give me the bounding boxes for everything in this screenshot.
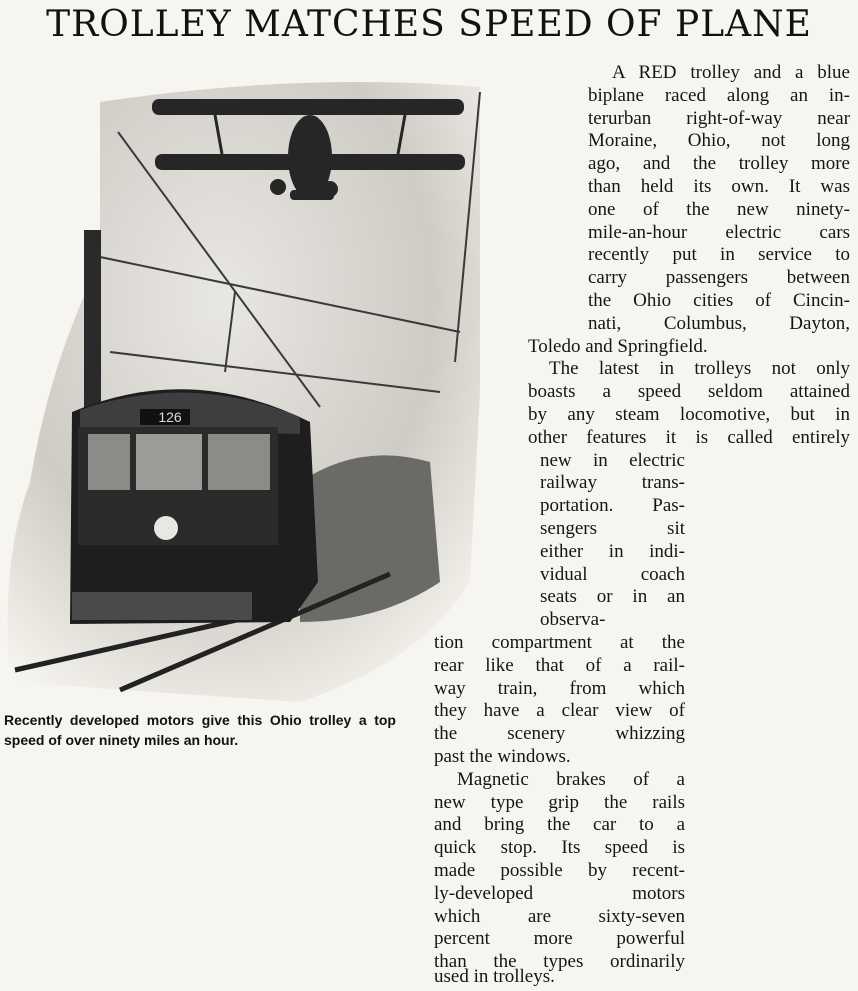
article-line: one of the new ninety- bbox=[588, 198, 850, 220]
article-line: biplane raced along an in- bbox=[588, 84, 850, 106]
article-line: observa- bbox=[540, 609, 606, 631]
article-line: portation. Pas- bbox=[540, 495, 685, 517]
article-line: Magnetic brakes of a bbox=[457, 768, 685, 790]
article-line: used in trolleys. bbox=[434, 966, 555, 987]
article-line: which are sixty-seven bbox=[434, 905, 685, 927]
article-line: boasts a speed seldom attained bbox=[528, 381, 850, 403]
article-line: vidual coach bbox=[540, 563, 685, 585]
article-line: nati, Columbus, Dayton, bbox=[588, 312, 850, 334]
photo-caption: Recently developed motors give this Ohio trolley a top speed of over ninety miles an hour. bbox=[4, 712, 396, 748]
article-line: other features it is called entirely bbox=[528, 426, 850, 448]
article-line: railway trans- bbox=[540, 472, 685, 494]
article-line: made possible by recent- bbox=[434, 860, 685, 881]
article-line: the scenery whizzing bbox=[434, 723, 685, 745]
article-line: rear like that of a rail- bbox=[434, 654, 685, 676]
lead-word: A bbox=[612, 62, 625, 83]
headline: TROLLEY MATCHES SPEED OF PLANE bbox=[46, 4, 812, 45]
lead-smallcaps: RED bbox=[638, 62, 677, 83]
article-line: past the windows. bbox=[434, 746, 571, 767]
article-line: either in indi- bbox=[540, 540, 685, 562]
trolley-biplane-photo bbox=[0, 62, 520, 712]
article-line: The latest in trolleys not only bbox=[549, 358, 850, 380]
article-line: Toledo and Springfield. bbox=[528, 335, 708, 357]
article-line: and bring the car to a bbox=[434, 814, 685, 836]
article-line: quick stop. Its speed is bbox=[434, 837, 685, 859]
article-line: tion compartment at the bbox=[434, 632, 685, 653]
article-line: A RED trolley and a blue bbox=[612, 62, 850, 83]
article-line: terurban right-of-way near bbox=[588, 107, 850, 129]
article-line: seats or in an bbox=[540, 586, 685, 608]
article-line: recently put in service to bbox=[588, 244, 850, 266]
article-line: new in electric bbox=[540, 449, 685, 471]
article-line: mile-an-hour electric cars bbox=[588, 221, 850, 243]
article-line: by any steam locomotive, but in bbox=[528, 404, 850, 425]
article-line: carry passengers between bbox=[588, 267, 850, 289]
article-line: than the types ordinarily bbox=[434, 951, 685, 973]
article-line: than held its own. It was bbox=[588, 176, 850, 197]
article-line: the Ohio cities of Cincin- bbox=[588, 290, 850, 311]
trolley-car bbox=[70, 389, 318, 624]
car-number: 126 bbox=[158, 409, 182, 425]
article-line: they have a clear view of bbox=[434, 700, 685, 722]
article-line: percent more powerful bbox=[434, 928, 685, 950]
article-line: sengers sit bbox=[540, 518, 685, 539]
article-line: Moraine, Ohio, not long bbox=[588, 130, 850, 152]
article-line: new type grip the rails bbox=[434, 791, 685, 813]
article-line: way train, from which bbox=[434, 677, 685, 699]
article-line: ly-developed motors bbox=[434, 882, 685, 904]
article-line: ago, and the trolley more bbox=[588, 153, 850, 175]
